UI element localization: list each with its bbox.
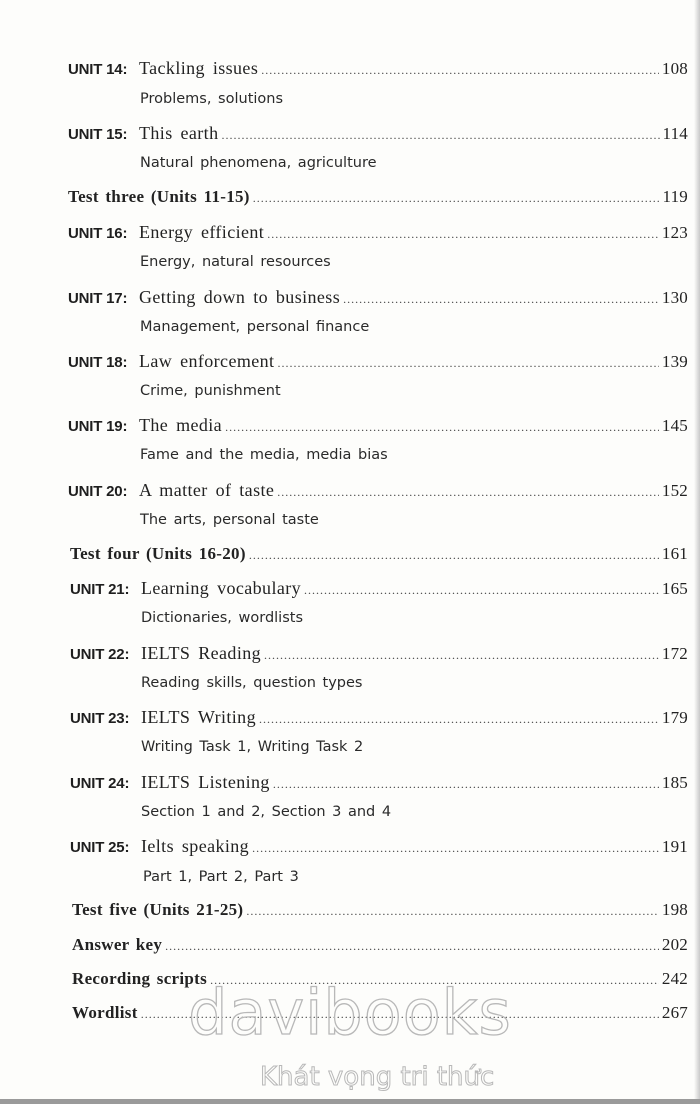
dot-leader (165, 940, 659, 952)
toc-entry-answer-key[interactable] (72, 935, 688, 955)
toc-entry-wordlist[interactable] (72, 1003, 688, 1023)
dot-leader (304, 584, 659, 596)
entry-title: Getting down to business (139, 287, 341, 307)
entry-title: Test four (Units 16-20) (70, 544, 246, 563)
entry-title: Tackling issues (139, 58, 259, 78)
page-number: 130 (661, 288, 688, 307)
dot-leader (343, 293, 659, 305)
dot-leader (261, 64, 659, 76)
entry-title: Test three (Units 11-15) (68, 187, 250, 206)
entry-title: Recording scripts (72, 969, 208, 988)
page-number: 242 (661, 969, 688, 988)
dot-leader (221, 129, 659, 141)
entry-title: This earth (139, 123, 219, 143)
page-number: 114 (662, 124, 688, 143)
page-number: 198 (661, 900, 688, 919)
entry-subtitle: The arts, personal taste (140, 512, 319, 528)
toc-entry-unit-20[interactable] (68, 480, 688, 501)
entry-title: A matter of taste (139, 480, 275, 500)
entry-title: IELTS Writing (141, 707, 256, 727)
dot-leader (252, 842, 659, 854)
watermark-logo: davibooks (188, 976, 512, 1049)
entry-title: Wordlist (72, 1003, 138, 1022)
dot-leader (273, 778, 659, 790)
page-number: 191 (661, 837, 688, 856)
entry-title: Law enforcement (139, 351, 275, 371)
dot-leader (210, 974, 659, 986)
page-number: 108 (661, 59, 688, 78)
dot-leader (259, 713, 659, 725)
page-number: 172 (661, 644, 688, 663)
page-bottom-edge (0, 1099, 700, 1104)
toc-entry-test-five[interactable] (72, 900, 688, 920)
entry-title: Answer key (72, 935, 163, 954)
entry-title: Test five (Units 21-25) (72, 900, 244, 919)
entry-subtitle: Section 1 and 2, Section 3 and 4 (141, 804, 392, 820)
entry-subtitle: Part 1, Part 2, Part 3 (143, 869, 299, 885)
entry-title: IELTS Reading (141, 643, 262, 663)
entry-subtitle: Natural phenomena, agriculture (140, 155, 377, 171)
unit-label: UNIT 21: (70, 581, 130, 598)
entry-subtitle: Reading skills, question types (141, 675, 363, 691)
toc-entry-unit-17[interactable] (68, 287, 688, 308)
page-number: 165 (661, 579, 688, 598)
entry-subtitle: Crime, punishment (140, 383, 281, 399)
toc-entry-unit-25[interactable] (70, 836, 688, 857)
entry-subtitle: Writing Task 1, Writing Task 2 (141, 739, 364, 755)
entry-subtitle: Problems, solutions (140, 91, 284, 107)
toc-entry-unit-15[interactable] (68, 123, 688, 144)
entry-subtitle: Management, personal finance (140, 319, 370, 335)
toc-entry-unit-14[interactable] (68, 58, 688, 79)
toc-entry-unit-23[interactable] (70, 707, 688, 728)
unit-label: UNIT 25: (70, 839, 130, 856)
page-number: 202 (661, 935, 688, 954)
unit-label: UNIT 20: (68, 483, 128, 500)
page-number: 267 (661, 1003, 688, 1022)
dot-leader (225, 421, 659, 433)
entry-title: IELTS Listening (141, 772, 270, 792)
toc-entry-test-three[interactable] (68, 187, 688, 207)
dot-leader (246, 905, 658, 917)
entry-title: The media (139, 415, 223, 435)
entry-subtitle: Energy, natural resources (140, 254, 331, 270)
toc-entry-unit-22[interactable] (70, 643, 688, 664)
toc-entry-unit-16[interactable] (68, 222, 688, 243)
unit-label: UNIT 17: (68, 290, 128, 307)
toc-entry-unit-24[interactable] (70, 772, 688, 793)
page-number: 119 (662, 187, 688, 206)
toc-entry-recording-scripts[interactable] (72, 969, 688, 989)
dot-leader (267, 228, 659, 240)
entry-title: Ielts speaking (141, 836, 250, 856)
page-number: 179 (661, 708, 688, 727)
page-edge-shadow (694, 0, 700, 1104)
unit-label: UNIT 14: (68, 61, 128, 78)
entry-title: Energy efficient (139, 222, 265, 242)
dot-leader (141, 1008, 659, 1020)
dot-leader (249, 549, 659, 561)
dot-leader (277, 357, 658, 369)
page-number: 145 (661, 416, 688, 435)
page-number: 185 (661, 773, 688, 792)
unit-label: UNIT 19: (68, 418, 128, 435)
page-number: 152 (661, 481, 688, 500)
unit-label: UNIT 18: (68, 354, 128, 371)
unit-label: UNIT 22: (70, 646, 130, 663)
toc-entry-unit-18[interactable] (68, 351, 688, 372)
toc-entry-unit-19[interactable] (68, 415, 688, 436)
dot-leader (277, 486, 659, 498)
toc-entry-unit-21[interactable] (70, 578, 688, 599)
unit-label: UNIT 24: (70, 775, 130, 792)
page-number: 123 (661, 223, 688, 242)
entry-title: Learning vocabulary (141, 578, 302, 598)
unit-label: UNIT 15: (68, 126, 128, 143)
page-number: 139 (661, 352, 688, 371)
entry-subtitle: Dictionaries, wordlists (141, 610, 304, 626)
unit-label: UNIT 23: (70, 710, 130, 727)
page-number: 161 (661, 544, 688, 563)
dot-leader (264, 649, 659, 661)
dot-leader (253, 192, 660, 204)
entry-subtitle: Fame and the media, media bias (140, 447, 388, 463)
unit-label: UNIT 16: (68, 225, 128, 242)
toc-entry-test-four[interactable] (70, 544, 688, 564)
watermark-tagline: Khát vọng tri thức (260, 1062, 495, 1092)
